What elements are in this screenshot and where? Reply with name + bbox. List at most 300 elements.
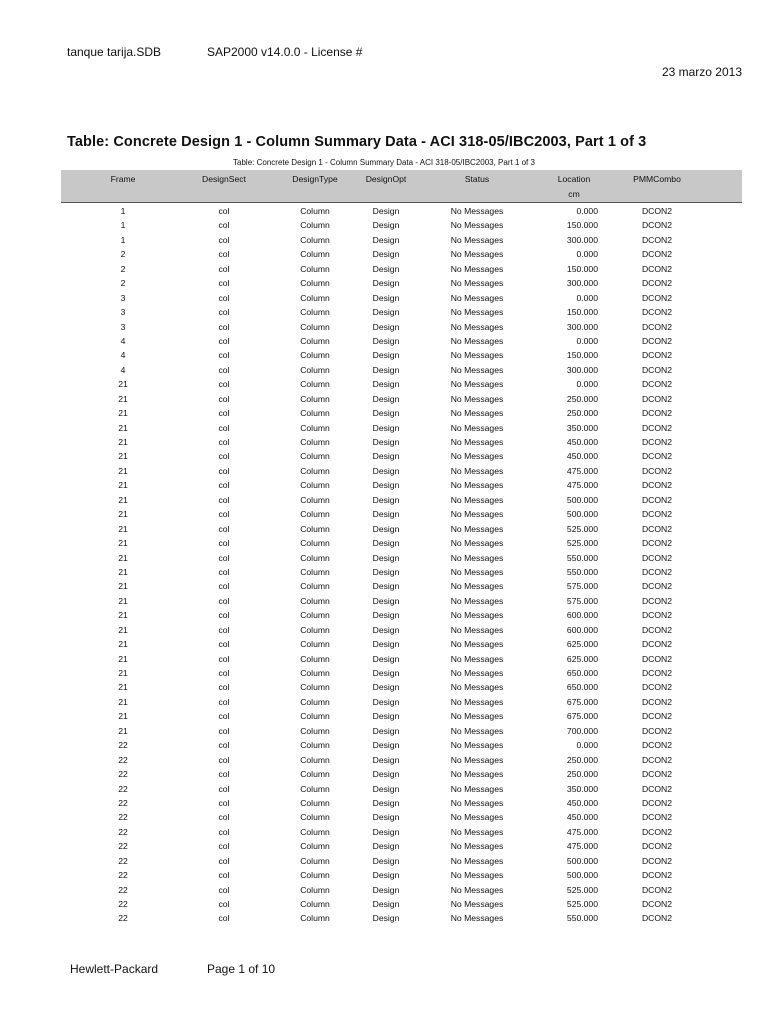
- table-body: [61, 203, 742, 927]
- cell-frame: 21: [118, 523, 128, 534]
- cell-design-opt: Design: [372, 220, 400, 231]
- cell-design-type: Column: [300, 797, 330, 808]
- cell-location: 150.000: [566, 350, 598, 361]
- cell-pmm-combo: DCON2: [641, 595, 673, 606]
- cell-pmm-combo: DCON2: [641, 263, 673, 274]
- cell-design-opt: Design: [372, 754, 400, 765]
- cell-design-sect: col: [218, 379, 230, 390]
- column-header-location: Location: [557, 174, 591, 184]
- table-main-title: Table: Concrete Design 1 - Column Summary Data - ACI 318-05/IBC2003, Part 1 of 3: [67, 134, 647, 150]
- cell-frame: 21: [118, 653, 128, 664]
- cell-location: 550.000: [566, 913, 598, 924]
- cell-design-sect: col: [218, 350, 230, 361]
- cell-location: 700.000: [566, 725, 598, 736]
- cell-pmm-combo: DCON2: [641, 668, 673, 678]
- cell-design-opt: Design: [372, 263, 400, 274]
- cell-design-type: Column: [300, 884, 330, 895]
- cell-frame: 4: [120, 335, 126, 346]
- cell-design-type: Column: [300, 509, 330, 520]
- cell-pmm-combo: DCON2: [641, 523, 673, 534]
- cell-design-type: Column: [300, 408, 330, 419]
- cell-design-opt: Design: [372, 783, 400, 794]
- cell-pmm-combo: DCON2: [641, 408, 673, 419]
- cell-design-type: Column: [300, 292, 330, 303]
- cell-design-type: Column: [300, 653, 330, 664]
- table-row: [61, 234, 742, 248]
- cell-status: No Messages: [450, 422, 504, 433]
- column-unit-location: cm: [568, 189, 580, 199]
- cell-design-sect: col: [218, 523, 230, 534]
- cell-frame: 22: [118, 740, 128, 751]
- cell-design-sect: col: [218, 855, 230, 866]
- cell-frame: 22: [118, 797, 128, 808]
- table-row: [61, 811, 742, 825]
- cell-pmm-combo: DCON2: [641, 509, 673, 520]
- cell-location: 450.000: [566, 812, 598, 823]
- cell-design-sect: col: [218, 234, 230, 245]
- cell-design-opt: Design: [372, 321, 400, 332]
- cell-frame: 2: [120, 249, 126, 260]
- cell-design-sect: col: [218, 480, 230, 491]
- column-header-status: Status: [464, 174, 490, 184]
- table-row: [61, 912, 742, 926]
- cell-design-sect: col: [218, 408, 230, 419]
- cell-location: 450.000: [566, 797, 598, 808]
- cell-design-opt: Design: [372, 653, 400, 664]
- table-row: [61, 783, 742, 797]
- cell-design-opt: Design: [372, 668, 400, 678]
- cell-design-opt: Design: [372, 335, 400, 346]
- cell-status: No Messages: [450, 812, 504, 823]
- page-footer-page-number: Page 1 of 10: [207, 962, 276, 976]
- cell-pmm-combo: DCON2: [641, 899, 673, 909]
- cell-frame: 22: [118, 841, 128, 852]
- cell-location: 0.000: [576, 335, 598, 346]
- cell-status: No Messages: [450, 321, 504, 332]
- cell-status: No Messages: [450, 408, 504, 419]
- cell-design-opt: Design: [372, 682, 400, 693]
- cell-design-type: Column: [300, 234, 330, 245]
- cell-design-type: Column: [300, 725, 330, 736]
- cell-design-type: Column: [300, 451, 330, 462]
- cell-location: 475.000: [566, 465, 598, 476]
- cell-frame: 1: [120, 220, 126, 231]
- cell-design-opt: Design: [372, 437, 400, 447]
- cell-status: No Messages: [450, 682, 504, 693]
- cell-pmm-combo: DCON2: [641, 725, 673, 736]
- cell-design-opt: Design: [372, 769, 400, 780]
- page-header-filename: tanque tarija.SDB: [67, 45, 162, 59]
- cell-design-opt: Design: [372, 523, 400, 534]
- cell-status: No Messages: [450, 292, 504, 303]
- cell-design-sect: col: [218, 769, 230, 780]
- cell-status: No Messages: [450, 740, 504, 751]
- cell-frame: 21: [118, 509, 128, 520]
- cell-design-sect: col: [218, 220, 230, 231]
- cell-location: 0.000: [576, 740, 598, 751]
- cell-design-sect: col: [218, 696, 230, 707]
- cell-design-sect: col: [218, 566, 230, 577]
- table-row: [61, 393, 742, 407]
- cell-status: No Messages: [450, 465, 504, 476]
- cell-frame: 21: [118, 393, 128, 404]
- cell-design-sect: col: [218, 653, 230, 664]
- cell-pmm-combo: DCON2: [641, 465, 673, 476]
- table-row: [61, 292, 742, 306]
- table-row: [61, 422, 742, 436]
- cell-design-sect: col: [218, 639, 230, 650]
- cell-location: 350.000: [566, 422, 598, 433]
- cell-design-type: Column: [300, 696, 330, 707]
- cell-frame: 21: [118, 422, 128, 433]
- cell-frame: 21: [118, 379, 128, 390]
- cell-status: No Messages: [450, 350, 504, 361]
- cell-design-opt: Design: [372, 552, 400, 563]
- cell-location: 475.000: [566, 826, 598, 837]
- cell-design-type: Column: [300, 249, 330, 260]
- cell-location: 475.000: [566, 480, 598, 491]
- cell-status: No Messages: [450, 220, 504, 231]
- table-row: [61, 869, 742, 883]
- cell-design-sect: col: [218, 278, 230, 289]
- cell-location: 575.000: [566, 581, 598, 592]
- cell-pmm-combo: DCON2: [641, 422, 673, 433]
- cell-frame: 1: [120, 206, 126, 216]
- cell-design-opt: Design: [372, 408, 400, 419]
- cell-design-type: Column: [300, 913, 330, 924]
- cell-status: No Messages: [450, 639, 504, 650]
- table-row: [61, 580, 742, 594]
- cell-frame: 21: [118, 480, 128, 491]
- cell-design-sect: col: [218, 263, 230, 274]
- cell-pmm-combo: DCON2: [641, 711, 673, 722]
- cell-location: 675.000: [566, 696, 598, 707]
- column-header-designtype: DesignType: [292, 174, 338, 184]
- cell-location: 0.000: [576, 249, 598, 260]
- cell-design-sect: col: [218, 624, 230, 635]
- cell-frame: 22: [118, 899, 128, 909]
- cell-design-type: Column: [300, 494, 330, 505]
- cell-design-type: Column: [300, 581, 330, 592]
- table-row: [61, 465, 742, 479]
- table-row: [61, 898, 742, 912]
- cell-status: No Messages: [450, 884, 504, 895]
- cell-location: 500.000: [566, 855, 598, 866]
- cell-design-opt: Design: [372, 206, 400, 216]
- cell-status: No Messages: [450, 624, 504, 635]
- cell-status: No Messages: [450, 263, 504, 274]
- cell-design-type: Column: [300, 437, 330, 447]
- cell-frame: 22: [118, 754, 128, 765]
- cell-pmm-combo: DCON2: [641, 451, 673, 462]
- cell-design-opt: Design: [372, 566, 400, 577]
- cell-design-opt: Design: [372, 451, 400, 462]
- cell-design-sect: col: [218, 899, 230, 909]
- table-row: [61, 739, 742, 753]
- cell-design-type: Column: [300, 812, 330, 823]
- cell-design-sect: col: [218, 754, 230, 765]
- cell-design-sect: col: [218, 321, 230, 332]
- cell-location: 575.000: [566, 595, 598, 606]
- cell-design-opt: Design: [372, 278, 400, 289]
- cell-location: 475.000: [566, 841, 598, 852]
- cell-design-sect: col: [218, 610, 230, 621]
- cell-location: 250.000: [566, 393, 598, 404]
- cell-design-opt: Design: [372, 379, 400, 390]
- cell-design-type: Column: [300, 783, 330, 794]
- cell-design-sect: col: [218, 783, 230, 794]
- cell-design-type: Column: [300, 899, 330, 909]
- cell-design-sect: col: [218, 206, 230, 216]
- cell-status: No Messages: [450, 841, 504, 852]
- cell-frame: 22: [118, 913, 128, 924]
- cell-status: No Messages: [450, 870, 504, 881]
- cell-design-opt: Design: [372, 249, 400, 260]
- cell-status: No Messages: [450, 783, 504, 794]
- cell-frame: 21: [118, 696, 128, 707]
- cell-design-sect: col: [218, 465, 230, 476]
- cell-frame: 21: [118, 725, 128, 736]
- cell-location: 500.000: [566, 509, 598, 520]
- cell-status: No Messages: [450, 494, 504, 505]
- cell-pmm-combo: DCON2: [641, 566, 673, 577]
- cell-design-sect: col: [218, 595, 230, 606]
- cell-location: 525.000: [566, 884, 598, 895]
- table-row: [61, 349, 742, 363]
- cell-design-type: Column: [300, 595, 330, 606]
- table-row: [61, 826, 742, 840]
- cell-design-sect: col: [218, 437, 230, 447]
- cell-status: No Messages: [450, 393, 504, 404]
- cell-frame: 21: [118, 437, 128, 447]
- cell-status: No Messages: [450, 509, 504, 520]
- cell-pmm-combo: DCON2: [641, 278, 673, 289]
- table-row: [61, 378, 742, 392]
- cell-design-type: Column: [300, 335, 330, 346]
- cell-design-opt: Design: [372, 913, 400, 924]
- cell-design-opt: Design: [372, 812, 400, 823]
- cell-design-type: Column: [300, 350, 330, 361]
- cell-pmm-combo: DCON2: [641, 841, 673, 852]
- table-row: [61, 840, 742, 854]
- page-header-date: 23 marzo 2013: [661, 65, 742, 79]
- cell-status: No Messages: [450, 725, 504, 736]
- table-header-row: [61, 170, 742, 203]
- cell-location: 550.000: [566, 566, 598, 577]
- cell-design-sect: col: [218, 682, 230, 693]
- table-row: [61, 407, 742, 421]
- cell-design-type: Column: [300, 769, 330, 780]
- table-sub-title: Table: Concrete Design 1 - Column Summary Data - ACI 318-05/IBC2003, Part 1 of 3: [233, 158, 535, 167]
- cell-frame: 22: [118, 870, 128, 881]
- cell-design-type: Column: [300, 624, 330, 635]
- cell-pmm-combo: DCON2: [641, 653, 673, 664]
- cell-pmm-combo: DCON2: [641, 696, 673, 707]
- cell-location: 625.000: [566, 653, 598, 664]
- cell-design-sect: col: [218, 335, 230, 346]
- cell-design-sect: col: [218, 826, 230, 837]
- cell-status: No Messages: [450, 826, 504, 837]
- cell-design-opt: Design: [372, 509, 400, 520]
- cell-design-type: Column: [300, 393, 330, 404]
- cell-location: 150.000: [566, 220, 598, 231]
- cell-status: No Messages: [450, 249, 504, 260]
- cell-frame: 3: [120, 321, 126, 332]
- cell-frame: 21: [118, 552, 128, 563]
- cell-pmm-combo: DCON2: [641, 234, 673, 245]
- table-row: [61, 710, 742, 724]
- cell-design-sect: col: [218, 307, 230, 318]
- cell-pmm-combo: DCON2: [641, 292, 673, 303]
- cell-design-sect: col: [218, 668, 230, 678]
- cell-frame: 21: [118, 538, 128, 549]
- table-row: [61, 364, 742, 378]
- cell-status: No Messages: [450, 335, 504, 346]
- cell-design-sect: col: [218, 292, 230, 303]
- table-row: [61, 436, 742, 450]
- cell-status: No Messages: [450, 754, 504, 765]
- cell-pmm-combo: DCON2: [641, 581, 673, 592]
- cell-design-type: Column: [300, 711, 330, 722]
- cell-design-sect: col: [218, 538, 230, 549]
- cell-design-opt: Design: [372, 711, 400, 722]
- cell-status: No Messages: [450, 523, 504, 534]
- cell-pmm-combo: DCON2: [641, 826, 673, 837]
- cell-frame: 22: [118, 812, 128, 823]
- column-header-designsect: DesignSect: [202, 174, 246, 184]
- cell-pmm-combo: DCON2: [641, 321, 673, 332]
- cell-pmm-combo: DCON2: [641, 682, 673, 693]
- cell-location: 250.000: [566, 769, 598, 780]
- cell-design-opt: Design: [372, 350, 400, 361]
- cell-pmm-combo: DCON2: [641, 364, 673, 375]
- cell-pmm-combo: DCON2: [641, 870, 673, 881]
- cell-pmm-combo: DCON2: [641, 437, 673, 447]
- cell-location: 500.000: [566, 494, 598, 505]
- cell-frame: 21: [118, 566, 128, 577]
- cell-location: 250.000: [566, 754, 598, 765]
- cell-location: 0.000: [576, 379, 598, 390]
- table-row: [61, 321, 742, 335]
- cell-location: 650.000: [566, 682, 598, 693]
- cell-frame: 4: [120, 350, 126, 361]
- table-row: [61, 306, 742, 320]
- cell-design-sect: col: [218, 870, 230, 881]
- cell-design-type: Column: [300, 826, 330, 837]
- cell-design-opt: Design: [372, 870, 400, 881]
- cell-location: 525.000: [566, 899, 598, 909]
- cell-design-type: Column: [300, 855, 330, 866]
- cell-design-type: Column: [300, 321, 330, 332]
- cell-frame: 21: [118, 494, 128, 505]
- cell-status: No Messages: [450, 278, 504, 289]
- cell-status: No Messages: [450, 711, 504, 722]
- table-row: [61, 884, 742, 898]
- cell-design-type: Column: [300, 523, 330, 534]
- column-header-pmmcombo: PMMCombo: [633, 174, 681, 184]
- table-row: [61, 219, 742, 233]
- cell-design-type: Column: [300, 263, 330, 274]
- cell-design-type: Column: [300, 552, 330, 563]
- table-row: [61, 768, 742, 782]
- cell-pmm-combo: DCON2: [641, 740, 673, 751]
- cell-design-sect: col: [218, 249, 230, 260]
- cell-design-opt: Design: [372, 581, 400, 592]
- cell-pmm-combo: DCON2: [641, 393, 673, 404]
- cell-design-type: Column: [300, 278, 330, 289]
- cell-design-sect: col: [218, 797, 230, 808]
- cell-design-opt: Design: [372, 393, 400, 404]
- table-row: [61, 248, 742, 262]
- cell-frame: 2: [120, 278, 126, 289]
- cell-design-opt: Design: [372, 826, 400, 837]
- cell-location: 525.000: [566, 523, 598, 534]
- cell-frame: 22: [118, 783, 128, 794]
- cell-design-type: Column: [300, 639, 330, 650]
- cell-pmm-combo: DCON2: [641, 624, 673, 635]
- table-row: [61, 566, 742, 580]
- cell-design-opt: Design: [372, 364, 400, 375]
- cell-status: No Messages: [450, 913, 504, 924]
- cell-design-type: Column: [300, 740, 330, 751]
- cell-design-opt: Design: [372, 696, 400, 707]
- cell-location: 0.000: [576, 206, 598, 216]
- cell-frame: 21: [118, 595, 128, 606]
- cell-status: No Messages: [450, 668, 504, 678]
- cell-design-type: Column: [300, 480, 330, 491]
- table-row: [61, 667, 742, 681]
- cell-design-type: Column: [300, 422, 330, 433]
- cell-design-opt: Design: [372, 740, 400, 751]
- cell-status: No Messages: [450, 451, 504, 462]
- table-row: [61, 696, 742, 710]
- cell-design-sect: col: [218, 812, 230, 823]
- cell-design-sect: col: [218, 364, 230, 375]
- cell-design-opt: Design: [372, 624, 400, 635]
- table-row: [61, 450, 742, 464]
- cell-pmm-combo: DCON2: [641, 812, 673, 823]
- cell-pmm-combo: DCON2: [641, 350, 673, 361]
- page-footer-company: Hewlett-Packard: [70, 962, 159, 976]
- cell-status: No Messages: [450, 899, 504, 909]
- cell-design-sect: col: [218, 509, 230, 520]
- cell-design-sect: col: [218, 494, 230, 505]
- cell-pmm-combo: DCON2: [641, 220, 673, 231]
- cell-location: 550.000: [566, 552, 598, 563]
- table-row: [61, 797, 742, 811]
- cell-frame: 3: [120, 307, 126, 318]
- cell-design-opt: Design: [372, 797, 400, 808]
- table-row: [61, 277, 742, 291]
- table-row: [61, 263, 742, 277]
- cell-status: No Messages: [450, 581, 504, 592]
- cell-design-type: Column: [300, 870, 330, 881]
- cell-design-opt: Design: [372, 725, 400, 736]
- cell-location: 300.000: [566, 364, 598, 375]
- cell-frame: 2: [120, 263, 126, 274]
- cell-pmm-combo: DCON2: [641, 769, 673, 780]
- cell-design-type: Column: [300, 206, 330, 216]
- cell-design-type: Column: [300, 668, 330, 678]
- cell-pmm-combo: DCON2: [641, 754, 673, 765]
- cell-design-sect: col: [218, 884, 230, 895]
- cell-frame: 21: [118, 682, 128, 693]
- cell-design-type: Column: [300, 566, 330, 577]
- cell-location: 300.000: [566, 278, 598, 289]
- cell-pmm-combo: DCON2: [641, 855, 673, 866]
- cell-status: No Messages: [450, 307, 504, 318]
- cell-pmm-combo: DCON2: [641, 249, 673, 260]
